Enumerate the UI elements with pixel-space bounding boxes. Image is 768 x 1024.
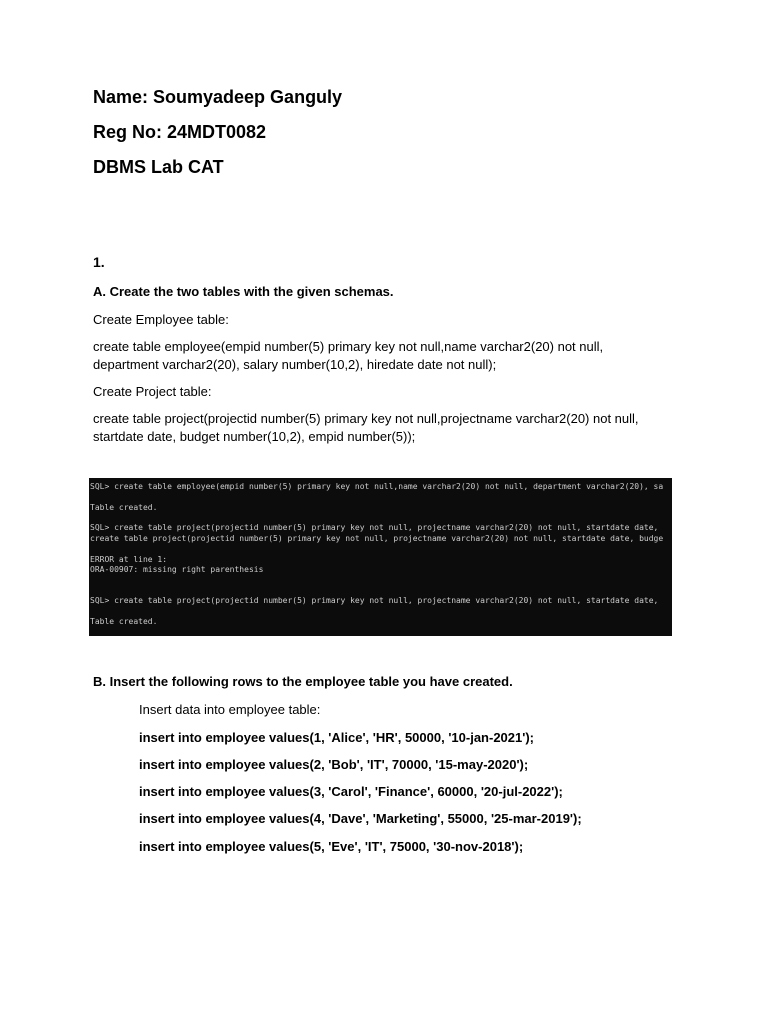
terminal-line: ERROR at line 1: xyxy=(90,555,168,564)
project-sql-line: startdate date, budget number(10,2), empid number(5)); xyxy=(93,429,416,444)
terminal-line: Table created. xyxy=(90,503,158,512)
insert-statement: insert into employee values(1, 'Alice', 'HR', 50000, '10-jan-2021'); xyxy=(139,730,534,745)
insert-statement: insert into employee values(3, 'Carol', 'Finance', 60000, '20-jul-2022'); xyxy=(139,784,563,799)
section-a-heading: A. Create the two tables with the given schemas. xyxy=(93,284,394,299)
insert-statement: insert into employee values(5, 'Eve', 'IT', 75000, '30-nov-2018'); xyxy=(139,839,524,854)
project-sql-line: create table project(projectid number(5) primary key not null,projectname varchar2(20) not null, xyxy=(93,411,639,426)
terminal-line: SQL> create table project(projectid number(5) primary key not null, projectname varchar2(20) not null, startdate date, xyxy=(90,596,659,605)
terminal-line: SQL> create table project(projectid number(5) primary key not null, projectname varchar2(20) not null, startdate date, xyxy=(90,523,659,532)
course-title: DBMS Lab CAT xyxy=(93,157,224,177)
employee-sql-line: create table employee(empid number(5) primary key not null,name varchar2(20) not null, xyxy=(93,339,604,354)
registration-number: Reg No: 24MDT0082 xyxy=(93,122,267,142)
employee-sql-line: department varchar2(20), salary number(10,2), hiredate date not null); xyxy=(93,357,497,372)
employee-table-label: Create Employee table: xyxy=(93,312,229,327)
terminal-line: create table project(projectid number(5) primary key not null, projectname varchar2(20) not null, startdate date, budge xyxy=(90,534,664,543)
insert-statement: insert into employee values(2, 'Bob', 'IT', 70000, '15-may-2020'); xyxy=(139,757,529,772)
insert-statement: insert into employee values(4, 'Dave', 'Marketing', 55000, '25-mar-2019'); xyxy=(139,811,582,826)
student-name: Name: Soumyadeep Ganguly xyxy=(93,87,343,107)
terminal-screenshot xyxy=(89,478,672,636)
terminal-line: Table created. xyxy=(90,617,158,626)
insert-data-label: Insert data into employee table: xyxy=(139,702,321,717)
section-b-heading: B. Insert the following rows to the employee table you have created. xyxy=(93,674,513,689)
terminal-line: SQL> create table employee(empid number(5) primary key not null,name varchar2(20) not null, department varchar2(20), sa xyxy=(90,482,664,491)
question-number: 1. xyxy=(93,254,105,270)
terminal-line: ORA-00907: missing right parenthesis xyxy=(90,565,264,574)
project-table-label: Create Project table: xyxy=(93,384,212,399)
